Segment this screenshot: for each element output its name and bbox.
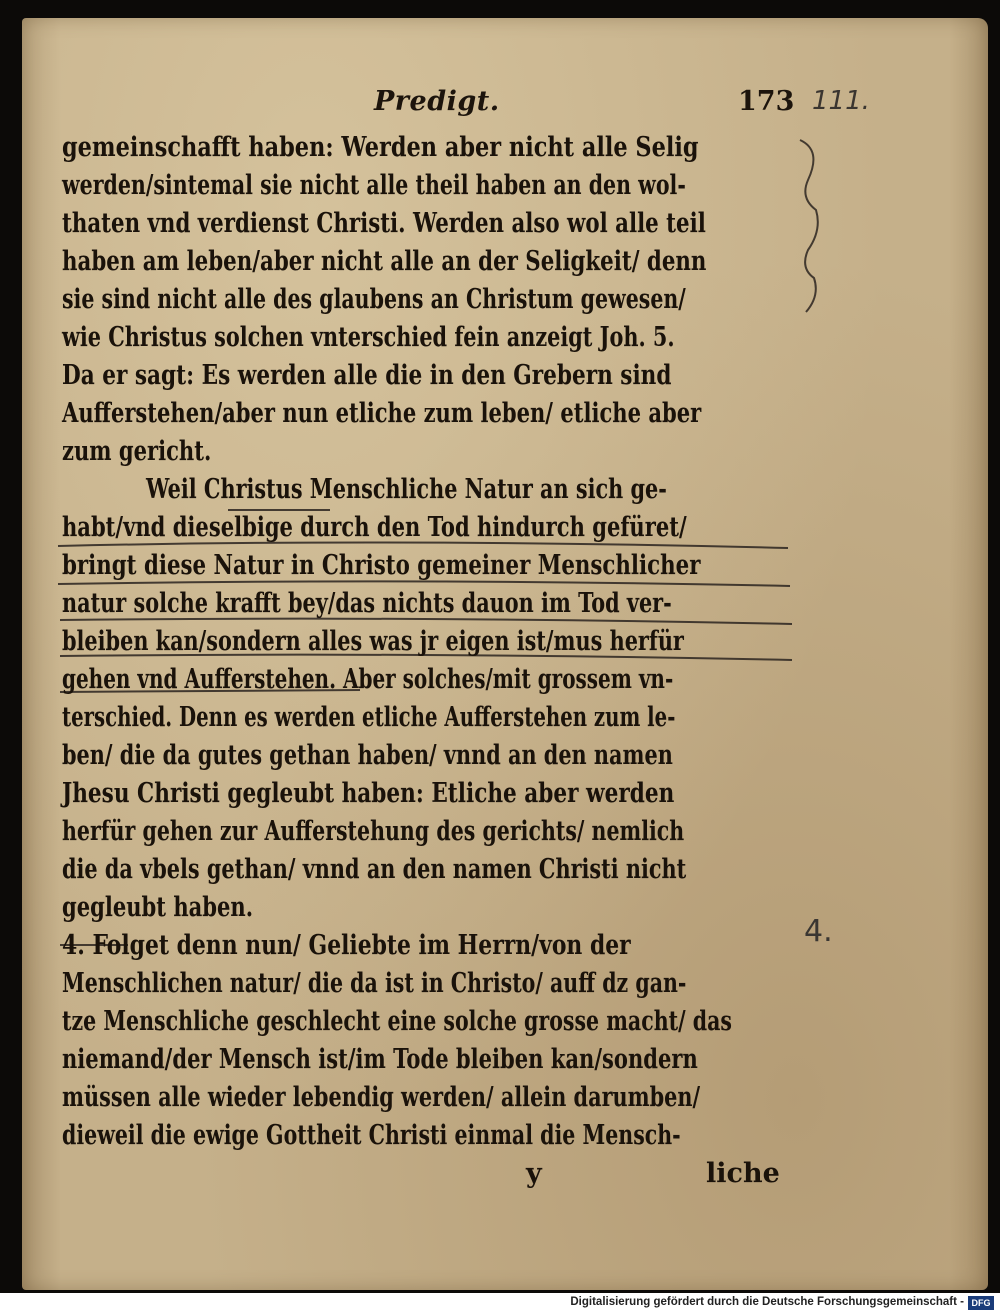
text-line: gemeinschafft haben: Werden aber nicht alle Selig <box>62 132 699 163</box>
text-line: ben/ die da gutes gethan haben/ vnnd an den namen <box>62 740 673 771</box>
text-line: die da vbels gethan/ vnnd an den namen Christi nicht <box>62 854 687 885</box>
signature-mark: y <box>526 1158 542 1189</box>
text-line: natur solche krafft bey/das nichts dauon im Tod ver- <box>62 588 672 619</box>
text-line: gegleubt haben. <box>62 892 254 923</box>
text-line: Menschlichen natur/ die da ist in Christo/ auff dz gan- <box>62 968 687 999</box>
text-line: tze Menschliche geschlecht eine solche grosse macht/ das <box>62 1006 732 1037</box>
text-line: zum gericht. <box>62 436 212 467</box>
text-line: 4. Folget denn nun/ Geliebte im Herrn/von der <box>62 930 631 961</box>
text-line: habt/vnd dieselbige durch den Tod hindurch gefüret/ <box>62 512 687 543</box>
margin-note: 4. <box>804 914 833 949</box>
text-line: terschied. Denn es werden etliche Aufferstehen zum le- <box>62 702 676 733</box>
text-line: haben am leben/aber nicht alle an der Seligkeit/ denn <box>62 246 707 277</box>
credit-bar <box>0 1293 1000 1313</box>
text-line: bringt diese Natur in Christo gemeiner Menschlicher <box>62 550 701 581</box>
text-line: Aufferstehen/aber nun etliche zum leben/ etliche aber <box>62 398 702 429</box>
text-line: bleiben kan/sondern alles was jr eigen ist/mus herfür <box>62 626 684 657</box>
text-line: niemand/der Mensch ist/im Tode bleiben kan/sondern <box>62 1044 698 1075</box>
text-line: herfür gehen zur Aufferstehung des gerichts/ nemlich <box>62 816 685 847</box>
text-line: werden/sintemal sie nicht alle theil haben an den wol- <box>62 170 686 201</box>
text-line: thaten vnd verdienst Christi. Werden also wol alle teil <box>62 208 706 239</box>
text-line: Weil Christus Menschliche Natur an sich ge- <box>146 474 667 505</box>
running-head: Predigt. <box>374 86 500 117</box>
pencil-page-number: 111. <box>812 86 870 116</box>
text-line: Jhesu Christi gegleubt haben: Etliche aber werden <box>62 778 675 809</box>
text-line: müssen alle wieder lebendig werden/ allein darumben/ <box>62 1082 701 1113</box>
catchword: liche <box>706 1158 780 1189</box>
text-line: sie sind nicht alle des glaubens an Christum gewesen/ <box>62 284 686 315</box>
dfg-logo: DFG <box>968 1296 994 1310</box>
text-line: dieweil die ewige Gottheit Christi einmal die Mensch- <box>62 1120 681 1151</box>
credit-text: Digitalisierung gefördert durch die Deutsche Forschungsgemeinschaft - <box>570 1296 964 1308</box>
page-number: 173 <box>738 86 795 117</box>
text-line: gehen vnd Aufferstehen. Aber solches/mit grossem vn- <box>62 664 674 695</box>
text-line: wie Christus solchen vnterschied fein anzeigt Joh. 5. <box>62 322 675 353</box>
text-line: Da er sagt: Es werden alle die in den Grebern sind <box>62 360 672 391</box>
